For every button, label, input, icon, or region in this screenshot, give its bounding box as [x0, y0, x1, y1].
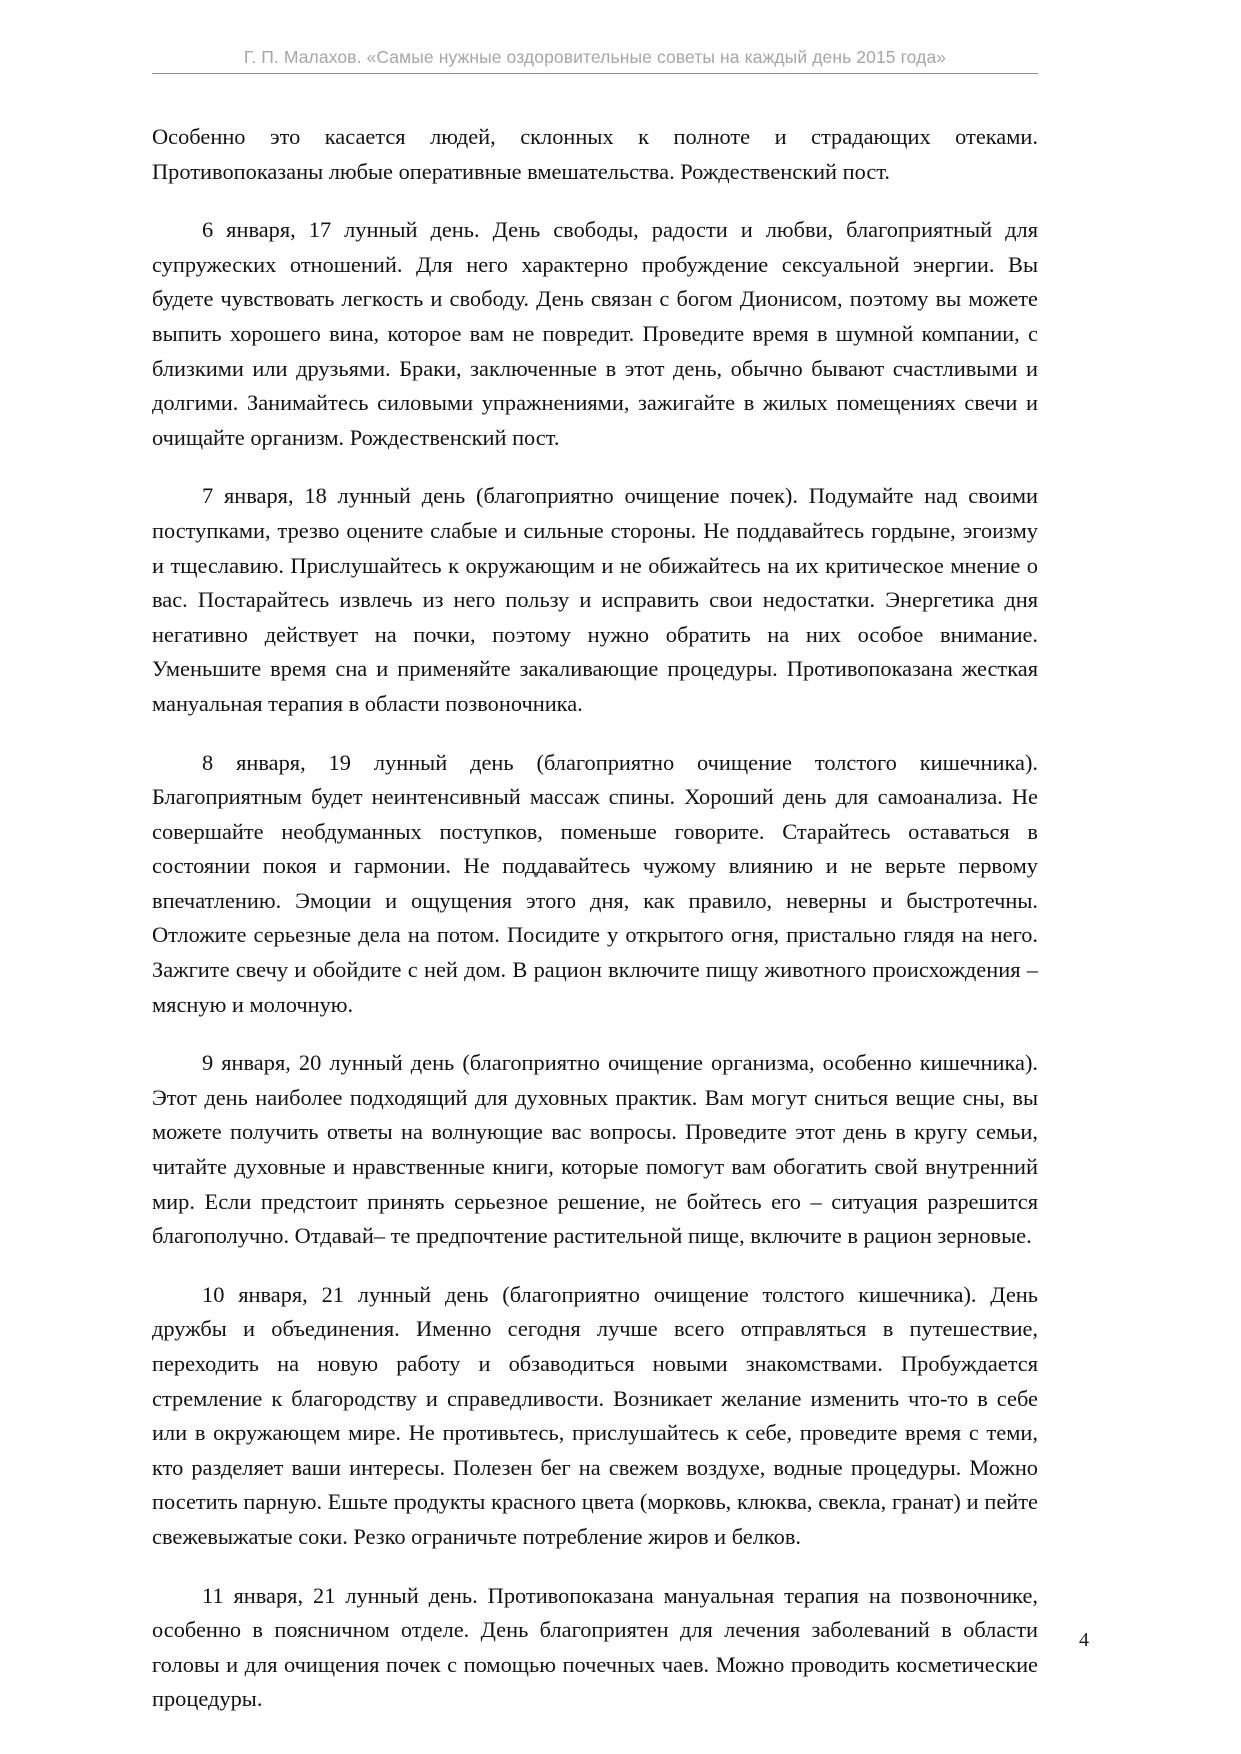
page-body	[152, 120, 1038, 1737]
paragraph-january-8: 8 января, 19 лунный день (благоприятно очищение толстого кишечника). Благоприятным будет неинтенсивный массаж спины. Хороший день для самоанализа. Не совершайте необдуманных поступков, поменьше говорите. Старайтесь оставаться в состоянии покоя и гармонии. Не поддавайтесь чужому влиянию и не верьте первому впечатлению. Эмоции и ощущения этого дня, как правило, неверны и быстротечны. Отложите серьезные дела на потом. Посидите у открытого огня, пристально глядя на него. Зажгите свечу и обойдите с ней дом. В рацион включите пищу животного происхождения – мясную и молочную.	[152, 749, 1038, 1017]
paragraph-intro: Особенно это касается людей, склонных к полноте и страдающих отеками. Противопоказаны любые оперативные вмешательства. Рождественский пост.	[152, 124, 1038, 184]
running-header	[152, 46, 1038, 74]
paragraph-january-11: 11 января, 21 лунный день. Противопоказана мануальная терапия на позвоночнике, особенно в поясничном отделе. День благоприятен для лечения заболеваний в области головы и для очищения почек с помощью почечных чаев. Можно проводить косметические процедуры.	[152, 1582, 1038, 1712]
running-header-title: Г. П. Малахов. «Самые нужные оздоровительные советы на каждый день 2015 года»	[243, 47, 947, 67]
paragraph-january-9: 9 января, 20 лунный день (благоприятно очищение организма, особенно кишечника). Этот день наиболее подходящий для духовных практик. Вам могут сниться вещие сны, вы можете получить ответы на волнующие вас вопросы. Проведите этот день в кругу семьи, читайте духовные и нравственные книги, которые помогут вам обогатить свой внутренний мир. Если предстоит принять серьезное решение, не бойтесь его – ситуация разрешится благополучно. Отдавай– те предпочтение растительной пище, включите в рацион зерновые.	[152, 1050, 1038, 1249]
page-number: 4	[1079, 1629, 1089, 1651]
paragraph-january-6: 6 января, 17 лунный день. День свободы, радости и любви, благоприятный для супружеских отношений. Для него характерно пробуждение сексуальной энергии. Вы будете чувствовать легкость и свободу. День связан с богом Дионисом, поэтому вы можете выпить хорошего вина, которое вам не повредит. Проведите время в шумной компании, с близкими или друзьями. Браки, заключенные в этот день, обычно бывают счастливыми и долгими. Занимайтесь силовыми упражнениями, зажигайте в жилых помещениях свечи и очищайте организм. Рождественский пост.	[152, 217, 1038, 450]
header-divider-rule	[152, 73, 1038, 74]
paragraph-january-7: 7 января, 18 лунный день (благоприятно очищение почек). Подумайте над своими поступками, трезво оцените слабые и сильные стороны. Не поддавайтесь гордыне, эгоизму и тщеславию. Прислушайтесь к окружающим и не обижайтесь на их критическое мнение о вас. Постарайтесь извлечь из него пользу и исправить свои недостатки. Энергетика дня негативно действует на почки, поэтому нужно обратить на них особое внимание. Уменьшите время сна и применяйте закаливающие процедуры. Противопоказана жесткая мануальная терапия в области позвоночника.	[152, 483, 1038, 716]
paragraph-january-10: 10 января, 21 лунный день (благоприятно очищение толстого кишечника). День дружбы и объединения. Именно сегодня лучше всего отправляться в путешествие, переходить на новую работу и обзаводиться новыми знакомствами. Пробуждается стремление к благородству и справедливости. Возникает желание изменить что-то в себе или в окружающем мире. Не противьтесь, прислушайтесь к себе, проведите время с теми, кто разделяет ваши интересы. Полезен бег на свежем воздухе, водные процедуры. Можно посетить парную. Ешьте продукты красного цвета (морковь, клюква, свекла, гранат) и пейте свежевыжатые соки. Резко ограничьте потребление жиров и белков.	[152, 1281, 1038, 1549]
